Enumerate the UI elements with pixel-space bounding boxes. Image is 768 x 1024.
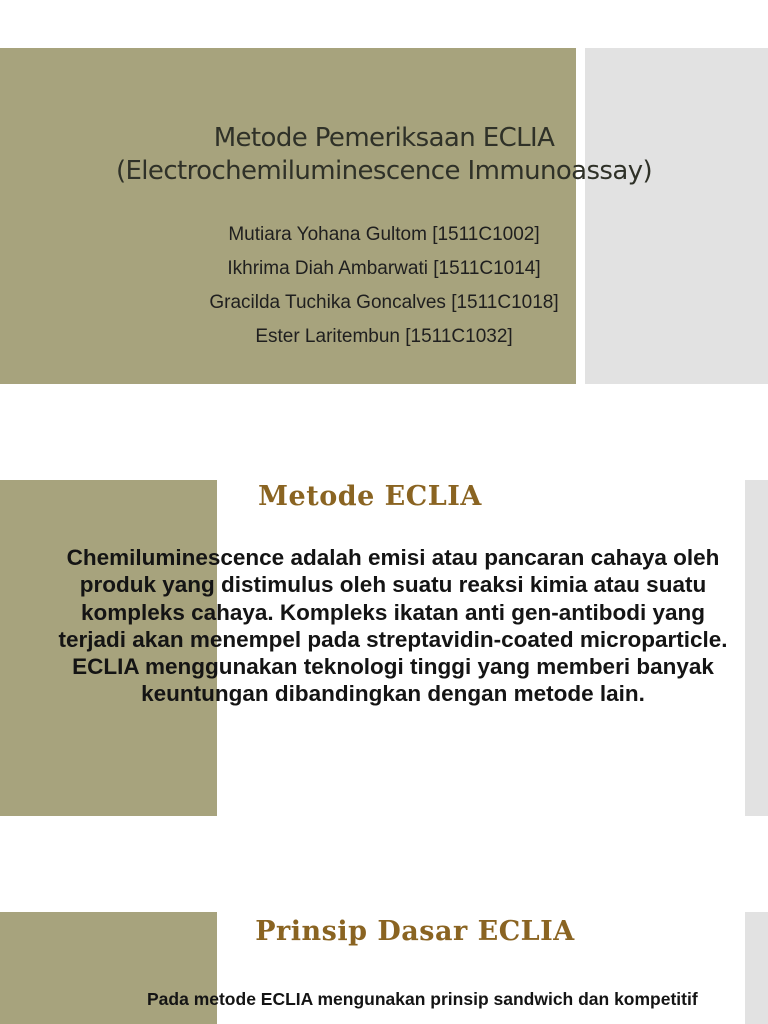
- author-list: [0, 218, 768, 354]
- prinsip-slide: [0, 912, 768, 1024]
- metode-slide: [0, 480, 768, 816]
- grey-right-bar: [745, 912, 768, 1024]
- author-item: Gracilda Tuchika Goncalves [1511C1018]: [209, 292, 559, 313]
- author-item: Ikhrima Diah Ambarwati [1511C1014]: [227, 258, 541, 279]
- slide-heading: Prinsip Dasar ECLIA: [255, 916, 575, 947]
- slide-heading: Metode ECLIA: [258, 481, 482, 512]
- slide-title: [0, 122, 768, 188]
- slide-body-text: Pada metode ECLIA mengunakan prinsip sandwich dan kompetitif: [147, 989, 698, 1009]
- grey-right-bar: [745, 480, 768, 816]
- title-slide: [0, 48, 768, 384]
- author-item: Ester Laritembun [1511C1032]: [255, 326, 513, 347]
- author-item: Mutiara Yohana Gultom [1511C1002]: [228, 224, 540, 245]
- title-line-2: (Electrochemiluminescence Immunoassay): [115, 156, 653, 186]
- title-line-1: Metode Pemeriksaan ECLIA: [213, 123, 555, 153]
- slide-body-text: Chemiluminescence adalah emisi atau pancaran cahaya oleh produk yang distimulus oleh suatu reaksi kimia atau suatu kompleks cahaya. Kompleks ikatan anti gen-antibodi yang terjadi akan menempel pada streptavidin-coated microparticle. ECLIA menggunakan teknologi tinggi yang memberi banyak keuntungan dibandingkan dengan metode lain.: [58, 545, 728, 707]
